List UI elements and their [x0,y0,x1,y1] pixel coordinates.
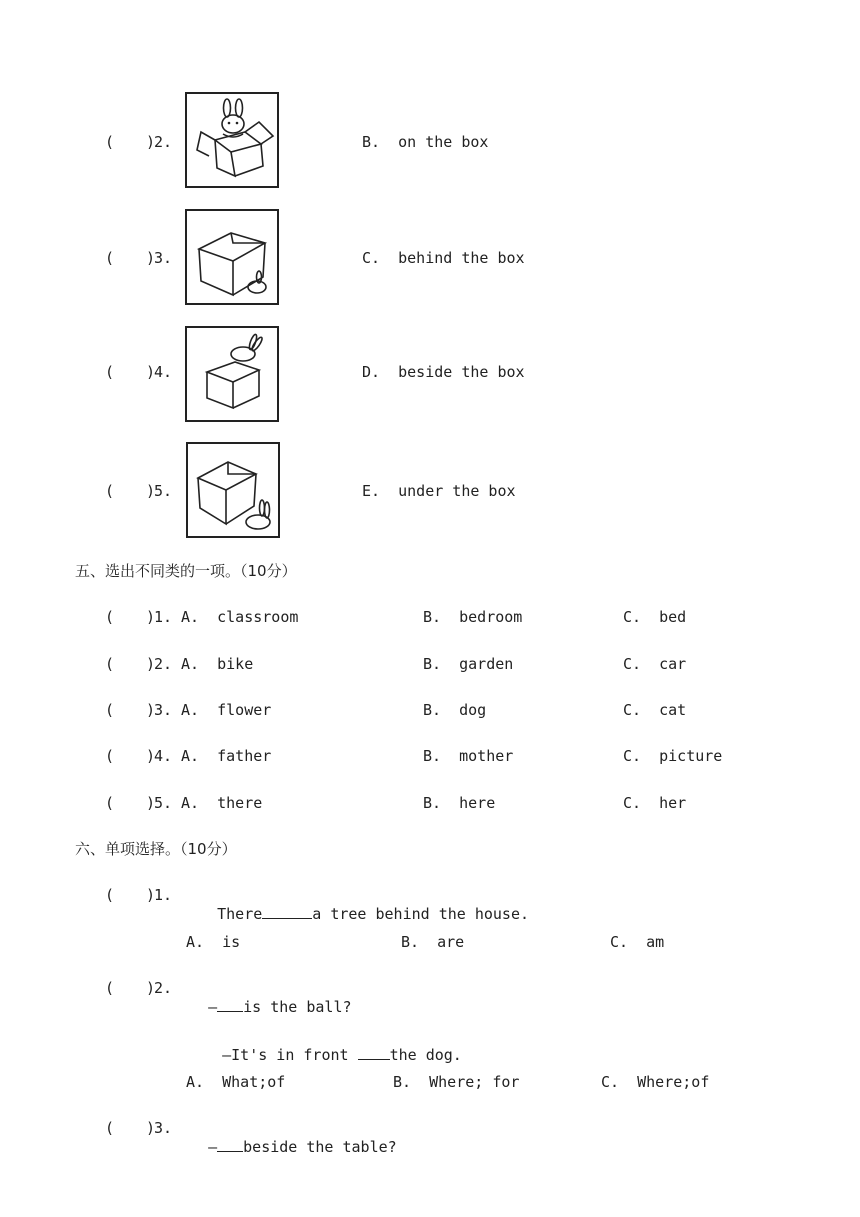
answer-text-start: —It's in front [222,1046,358,1064]
rabbit-beside-box-icon [186,442,280,538]
item-number: 3. [154,249,173,267]
option-b: B. dog [423,701,487,719]
option-b: B. mother [423,747,514,765]
section-6-heading: 六、单项选择。（10分） [75,840,237,858]
question-number: 1. [154,886,173,904]
rabbit-behind-box-icon [185,209,279,305]
fill-blank[interactable] [217,1137,243,1152]
option-c: C. Where;of [601,1073,710,1091]
answer-paren-close: ) [146,608,156,626]
answer-paren-close: ) [146,979,156,997]
answer-paren-close: ) [146,133,156,151]
answer-paren-open[interactable]: ( [105,133,115,151]
option-e: E. under the box [362,482,516,500]
item-number: 4. [154,363,173,381]
answer-paren-open[interactable]: ( [105,886,115,904]
option-b: B. garden [423,655,514,673]
answer-paren-open[interactable]: ( [105,655,115,673]
dash: — [208,998,218,1016]
answer-paren-open[interactable]: ( [105,608,115,626]
answer-paren-close: ) [146,747,156,765]
answer-paren-close: ) [146,794,156,812]
question-number: 5. [154,794,173,812]
option-b: B. are [401,933,465,951]
item-number: 5. [154,482,173,500]
question-number: 1. [154,608,173,626]
answer-paren-open[interactable]: ( [105,363,115,381]
answer-paren-open[interactable]: ( [105,249,115,267]
section-5-heading: 五、选出不同类的一项。（10分） [75,562,297,580]
answer-paren-close: ) [146,363,156,381]
fill-blank[interactable] [262,904,312,919]
item-number: 2. [154,133,173,151]
option-b: B. on the box [362,133,489,151]
option-a: A. is [186,933,241,951]
answer-paren-close: ) [146,1119,156,1137]
answer-paren-open[interactable]: ( [105,701,115,719]
option-c: C. am [610,933,665,951]
option-b: B. bedroom [423,608,523,626]
fill-blank[interactable] [217,997,243,1012]
question-number: 2. [154,655,173,673]
question-text-start: There [217,905,263,923]
option-a: A. father [181,747,272,765]
question-line-1 [172,1119,397,1174]
answer-paren-close: ) [146,482,156,500]
rabbit-on-box-icon [185,326,279,422]
answer-paren-close: ) [146,249,156,267]
option-c: C. her [623,794,687,812]
answer-paren-open[interactable]: ( [105,482,115,500]
answer-paren-open[interactable]: ( [105,979,115,997]
option-c: C. behind the box [362,249,525,267]
option-a: A. bike [181,655,254,673]
option-c: C. picture [623,747,723,765]
question-text-end: beside the table? [243,1138,397,1156]
rabbit-in-box-icon [185,92,279,188]
answer-paren-open[interactable]: ( [105,794,115,812]
option-d: D. beside the box [362,363,525,381]
option-c: C. car [623,655,687,673]
option-a: A. there [181,794,263,812]
question-number: 2. [154,979,173,997]
answer-paren-close: ) [146,655,156,673]
question-number: 3. [154,1119,173,1137]
answer-text-end: the dog. [389,1046,462,1064]
option-b: B. here [423,794,496,812]
option-a: A. What;of [186,1073,286,1091]
answer-paren-close: ) [146,886,156,904]
question-number: 4. [154,747,173,765]
question-text-end: a tree behind the house. [312,905,530,923]
option-c: C. bed [623,608,687,626]
question-number: 3. [154,701,173,719]
answer-paren-close: ) [146,701,156,719]
option-a: A. flower [181,701,272,719]
fill-blank[interactable] [358,1045,390,1060]
answer-paren-open[interactable]: ( [105,747,115,765]
question-text-end: is the ball? [243,998,352,1016]
option-a: A. classroom [181,608,299,626]
dash: — [208,1138,218,1156]
question-line-1 [172,979,352,1034]
option-b: B. Where; for [393,1073,520,1091]
option-c: C. cat [623,701,687,719]
answer-paren-open[interactable]: ( [105,1119,115,1137]
